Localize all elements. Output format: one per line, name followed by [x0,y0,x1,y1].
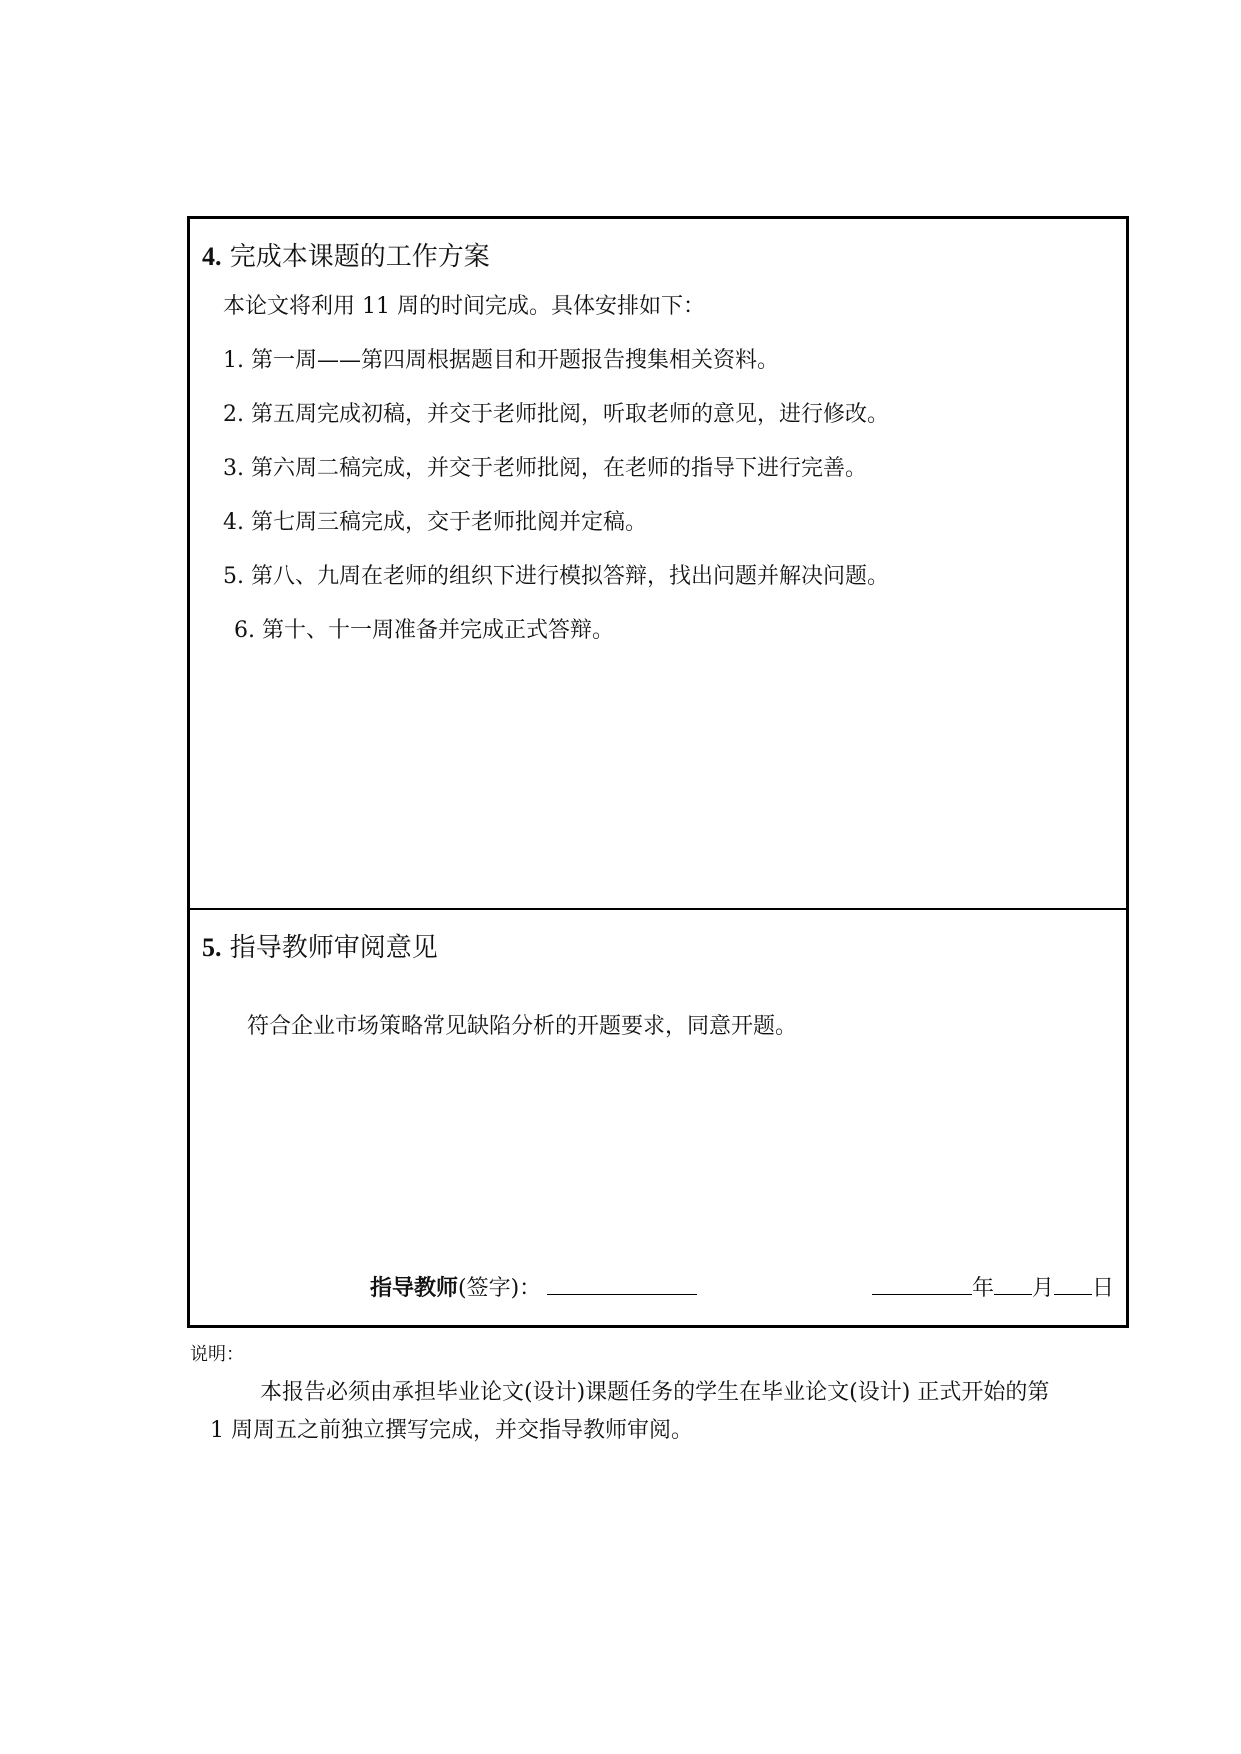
note-text: 本报告必须由承担毕业论文(设计)课题任务的学生在毕业论文(设计) 正式开始的第 1 周周五之前独立撰写完成，并交指导教师审阅。 [210,1380,1050,1443]
date-fields [872,1271,1114,1302]
section-5-title: 指导教师审阅意见 [229,933,438,963]
plan-item-3: 3. 第六周二稿完成，并交于老师批阅，在老师的指导下进行完善。 [223,456,867,481]
signature-label [370,1271,697,1302]
plan-item-1: 1. 第一周——第四周根据题目和开题报告搜集相关资料。 [223,348,779,373]
section-4-heading: 4. 完成本课题的工作方案 [202,242,490,272]
signature-line[interactable] [547,1274,697,1295]
section-5-number: 5 [202,933,215,962]
section-divider [190,908,1126,910]
day-label: 日 [1091,1276,1114,1301]
advisor-opinion: 符合企业市场策略常见缺陷分析的开题要求，同意开题。 [247,1014,798,1039]
signature-label-rest: (签字)： [458,1276,542,1301]
section-4-number: 4 [202,242,215,271]
note-label: 说明： [190,1344,244,1365]
plan-item-2: 2. 第五周完成初稿，并交于老师批阅，听取老师的意见，进行修改。 [223,402,889,427]
plan-item-4: 4. 第七周三稿完成，交于老师批阅并定稿。 [223,510,647,535]
plan-intro: 本论文将利用 11 周的时间完成。具体安排如下： [223,294,705,319]
month-blank[interactable] [994,1274,1032,1295]
plan-item-5: 5. 第八、九周在老师的组织下进行模拟答辩，找出问题并解决问题。 [223,564,889,589]
plan-item-6: 6. 第十、十一周准备并完成正式答辩。 [234,618,614,643]
section-4-title: 完成本课题的工作方案 [229,242,490,272]
day-blank[interactable] [1054,1274,1092,1295]
year-blank[interactable] [872,1274,972,1295]
month-label: 月 [1031,1276,1054,1301]
report-form-box [187,216,1129,1328]
section-5-heading: 5. 指导教师审阅意见 [202,933,438,963]
signature-label-bold: 指导教师 [370,1275,459,1301]
year-label: 年 [971,1276,994,1301]
